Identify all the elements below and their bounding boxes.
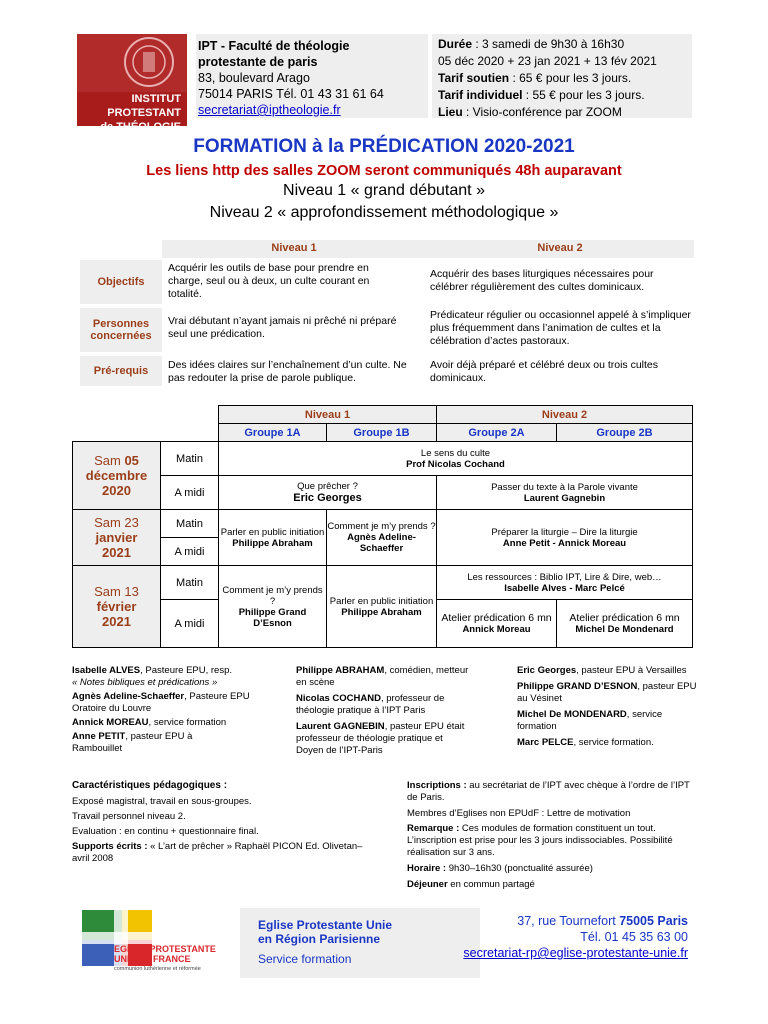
slot-amidi: A midi (161, 476, 219, 510)
person-desc: , service formation (148, 717, 227, 728)
schedule-table (72, 405, 693, 648)
epurp-name: Eglise Protestante Unie (258, 918, 393, 932)
remarque-value: Ces modules de formation constituent un tout. L’inscription est prise pour les 3 jours indissociables. Possibilité réalisation sur 3 ans. (407, 823, 673, 858)
person-desc: , pasteur EPU était professeur de théologie pratique et Doyen de l’IPT-Paris (296, 721, 465, 756)
group-2a: Groupe 2A (437, 424, 557, 442)
logo-text-line: UNIE DE FRANCE (114, 954, 191, 964)
inscriptions-line (407, 780, 697, 804)
remarque-label: Remarque : (407, 823, 460, 834)
tarif-soutien-value: : 65 € pour les 3 jours. (509, 71, 632, 85)
ipt-logo (77, 34, 187, 133)
people-col3 (517, 665, 697, 749)
footer-address (440, 913, 688, 929)
ipt-emblem (77, 34, 187, 92)
remarque-line (407, 823, 697, 859)
person-entry (296, 721, 471, 757)
d3-am-2a-cell (437, 600, 557, 648)
address: 83, boulevard Arago (198, 71, 310, 85)
prerequis-n1: Des idées claires sur l’enchaînement d’un culte. Ne pas redouter la prise de parole publique. (168, 359, 407, 384)
service-formation: Service formation (258, 952, 352, 966)
day3-sam: Sam 13 (94, 584, 139, 599)
d2-n2-cell (437, 510, 693, 566)
person-entry (517, 709, 697, 733)
pedago-heading: Caractéristiques pédagogiques : (72, 780, 228, 791)
d1-am-n1-title: Que prêcher ? (297, 481, 358, 492)
horaire-label: Horaire : (407, 863, 447, 874)
person-name: Philippe GRAND D’ESNON (517, 681, 638, 692)
person-desc: , professeur de théologie pratique à l’IPT Paris (296, 693, 445, 716)
sched-niveau1: Niveau 1 (219, 406, 437, 424)
person-name: Annick MOREAU (72, 717, 149, 728)
person-entry (72, 717, 282, 729)
d3-1b-cell (327, 566, 437, 648)
email-link[interactable]: secretariat@iptheologie.fr (198, 103, 341, 117)
ipt-contact-block (196, 34, 428, 118)
d1-matin-name: Prof Nicolas Cochand (406, 458, 505, 470)
day1-matin-row (73, 442, 693, 476)
d3-1a-cell (219, 566, 327, 648)
day3-matin-row (73, 566, 693, 600)
d3-1b-name: Philippe Abraham (341, 606, 422, 618)
tarif-individuel-line (438, 87, 692, 104)
slot-amidi: A midi (161, 600, 219, 648)
levels-col-niveau2: Niveau 2 (537, 242, 583, 254)
duree-value: : 3 samedi de 9h30 à 16h30 (472, 37, 625, 51)
person-entry (517, 665, 697, 677)
person-desc: , service formation (517, 709, 663, 732)
city-phone: 75014 PARIS Tél. 01 43 31 61 64 (198, 87, 384, 101)
person-name: Michel De MONDENARD (517, 709, 627, 720)
day2-month: janvier (95, 530, 138, 545)
person-entry (517, 681, 697, 705)
d1-am-n1-name: Eric Georges (293, 492, 362, 504)
row-label-objectifs: Objectifs (80, 260, 162, 304)
d3-am-2b-name: Michel De Mondenard (575, 624, 674, 635)
org-name: IPT - Faculté de théologie (198, 39, 350, 53)
seal-icon (77, 34, 187, 92)
person-entry (72, 665, 282, 677)
tarif-soutien-label: Tarif soutien (438, 71, 510, 85)
d3-matin-n2-cell (437, 566, 693, 600)
day1-num: 05 (124, 453, 139, 468)
lieu-label: Lieu (438, 105, 463, 119)
person-desc: « Notes bibliques et prédications » (72, 677, 218, 688)
people-col1 (72, 665, 282, 755)
d1-matin-title: Le sens du culte (420, 447, 491, 459)
person-entry (72, 677, 282, 689)
person-name: Anne PETIT (72, 731, 126, 742)
d1-am-n2-name: Laurent Gagnebin (523, 492, 606, 504)
row-label-personnes: Personnes concernées (80, 308, 162, 352)
d3-1b-title: Parler en public initiation (329, 595, 434, 607)
slot-matin: Matin (161, 510, 219, 538)
d3-am-2a-name: Annick Moreau (462, 624, 531, 635)
supports-label: Supports écrits : (72, 841, 148, 852)
d2-1b-name: Agnès Adeline-Schaeffer (347, 532, 416, 554)
d2-1a-title: Parler en public initiation (220, 526, 325, 538)
logo-text-line: EGLISE PROTESTANTE (114, 944, 216, 954)
person-entry (296, 665, 471, 689)
footer-contact (440, 913, 688, 961)
day3-year: 2021 (102, 614, 131, 629)
personnes-n1: Vrai débutant n’ayant jamais ni prêché ni préparé seul une prédication. (168, 315, 397, 340)
dejeuner-value: en commun partagé (447, 879, 535, 890)
slot-matin: Matin (161, 566, 219, 600)
org-name-2: protestante de paris (198, 55, 318, 69)
person-entry (72, 731, 222, 755)
person-desc: , pasteur EPU au Vésinet (517, 681, 697, 704)
person-desc: , Pasteure EPU, resp. (140, 665, 232, 676)
person-desc: , comédien, metteur en scène (296, 665, 469, 688)
pedago-line: Evaluation : en continu + questionnaire final. (72, 826, 259, 837)
footer-tel: Tél. 01 45 35 63 00 (580, 930, 688, 944)
duree-line (438, 36, 692, 53)
membres-line: Membres d’Eglises non EPUdF : Lettre de motivation (407, 808, 631, 819)
day1-year: 2020 (102, 483, 131, 498)
person-entry (72, 691, 282, 715)
person-entry (296, 693, 471, 717)
logo-line: INSTITUT (131, 93, 181, 105)
pedago-block (72, 780, 372, 865)
sched-niveau2: Niveau 2 (437, 406, 693, 424)
person-name: Agnès Adeline-Schaeffer (72, 691, 185, 702)
date-day3 (73, 566, 161, 648)
tarif-soutien-line (438, 70, 692, 87)
day2-year: 2021 (102, 545, 131, 560)
schedule-group-row (73, 424, 693, 442)
epudf-logo (80, 908, 220, 984)
supports-line (72, 841, 372, 865)
epudf-logo-text (114, 944, 218, 974)
group-1a: Groupe 1A (219, 424, 327, 442)
levels-col-niveau1: Niveau 1 (271, 242, 317, 254)
day2-sam: Sam 23 (94, 515, 139, 530)
duree-label: Durée (438, 37, 473, 51)
logo-line: PROTESTANT (107, 107, 181, 119)
person-name: Laurent GAGNEBIN (296, 721, 385, 732)
dates-line: 05 déc 2020 + 23 jan 2021 + 13 fév 2021 (438, 54, 657, 68)
person-name: Nicolas COCHAND (296, 693, 381, 704)
d1-am-n2-cell (437, 476, 693, 510)
niveau2-subtitle: Niveau 2 « approfondissement méthodologique » (209, 204, 559, 221)
d3-matin-n2-name: Isabelle Alves - Marc Pelcé (504, 582, 625, 594)
course-info-block (432, 34, 692, 118)
logo-line: de THÉOLOGIE (100, 121, 181, 133)
slot-amidi: A midi (161, 538, 219, 566)
lieu-line (438, 104, 692, 121)
tarif-individuel-label: Tarif individuel (438, 88, 523, 102)
d2-n2-title: Préparer la liturgie – Dire la liturgie (491, 526, 638, 538)
d3-am-2b-cell (557, 600, 693, 648)
d3-matin-n2-title: Les ressources : Biblio IPT, Lire & Dire, web… (467, 571, 662, 583)
day1-amidi-row (73, 476, 693, 510)
person-desc: , pasteur EPU à Versailles (576, 665, 687, 676)
objectifs-n2: Acquérir des bases liturgiques nécessaires pour célébrer régulièrement des cultes dominicaux. (430, 268, 654, 293)
day1-month: décembre (85, 468, 148, 483)
d2-1b-cell (327, 510, 437, 566)
day2-matin-row (73, 510, 693, 538)
row-label-prerequis: Pré-requis (80, 356, 162, 386)
lieu-value: : Visio-conférence par ZOOM (462, 105, 622, 119)
tarif-individuel-value: : 55 € pour les 3 jours. (522, 88, 645, 102)
day1-sam: Sam (94, 453, 125, 468)
person-name: Marc PELCE (517, 737, 574, 748)
d2-n2-name: Anne Petit - Annick Moreau (502, 537, 627, 549)
date-day1 (73, 442, 161, 510)
supports-value: « L’art de prêcher » Raphaël PICON Ed. Olivetan–avril 2008 (72, 841, 363, 864)
group-2b: Groupe 2B (557, 424, 693, 442)
d2-1b-title: Comment je m’y prends ? (327, 521, 436, 532)
schedule-level-row (73, 406, 693, 424)
d2-1a-cell (219, 510, 327, 566)
person-desc: , Pasteure EPU Oratoire du Louvre (72, 691, 250, 714)
inscriptions-label: Inscriptions : (407, 780, 467, 791)
zoom-notice: Les liens http des salles ZOOM seront communiqués 48h auparavant (146, 163, 622, 179)
inscriptions-block (407, 780, 697, 891)
person-name: Isabelle ALVES (72, 665, 141, 676)
person-desc: , pasteur EPU à Rambouillet (72, 731, 193, 754)
person-desc: , service formation. (573, 737, 654, 748)
objectifs-n1: Acquérir les outils de base pour prendre en charge, seul ou à deux, un culte courant en totalité. (168, 262, 370, 300)
d3-am-2a-title: Atelier prédication 6 mn (441, 612, 552, 624)
person-name: Philippe ABRAHAM (296, 665, 385, 676)
pedago-line: Travail personnel niveau 2. (72, 811, 186, 822)
pedago-line: Exposé magistral, travail en sous-groupes. (72, 796, 252, 807)
people-col2 (296, 665, 471, 757)
niveau1-subtitle: Niveau 1 « grand débutant » (283, 182, 485, 199)
d3-am-2b-title: Atelier prédication 6 mn (569, 612, 680, 624)
horaire-line (407, 863, 697, 875)
d1-am-n1-cell (219, 476, 437, 510)
footer-email-link[interactable]: secretariat-rp@eglise-protestante-unie.fr (463, 946, 688, 960)
page-title: FORMATION à la PRÉDICATION 2020-2021 (193, 136, 575, 157)
day3-month: février (96, 599, 137, 614)
person-entry (517, 737, 697, 749)
inscriptions-value: au secrétariat de l’IPT avec chèque à l’ordre de l’IPT de Paris. (407, 780, 690, 803)
horaire-value: 9h30–16h30 (ponctualité assurée) (446, 863, 593, 874)
slot-matin: Matin (161, 442, 219, 476)
d2-1a-name: Philippe Abraham (232, 537, 313, 549)
dejeuner-label: Déjeuner (407, 879, 448, 890)
d3-1a-title: Comment je m’y prends ? (222, 584, 323, 607)
person-name: Eric Georges (517, 665, 577, 676)
d3-1a-name: Philippe Grand D’Esnon (238, 606, 307, 629)
footer-postcode: 75005 Paris (619, 914, 688, 928)
d1-am-n2-title: Passer du texte à la Parole vivante (491, 481, 638, 493)
personnes-n2: Prédicateur régulier ou occasionnel appelé à s’impliquer plus fréquemment dans l’animation de cultes et la célébration d’actes pastoraux. (430, 309, 691, 347)
d1-matin-cell (219, 442, 693, 476)
logo-text-line: communion luthérienne et réformée (114, 966, 201, 972)
date-day2 (73, 510, 161, 566)
footer-street: 37, rue Tournefort (517, 914, 620, 928)
dejeuner-line (407, 879, 697, 891)
prerequis-n2: Avoir déjà préparé et célébré deux ou trois cultes dominicaux. (430, 359, 659, 384)
epurp-name-2: en Région Parisienne (258, 932, 381, 946)
group-1b: Groupe 1B (327, 424, 437, 442)
